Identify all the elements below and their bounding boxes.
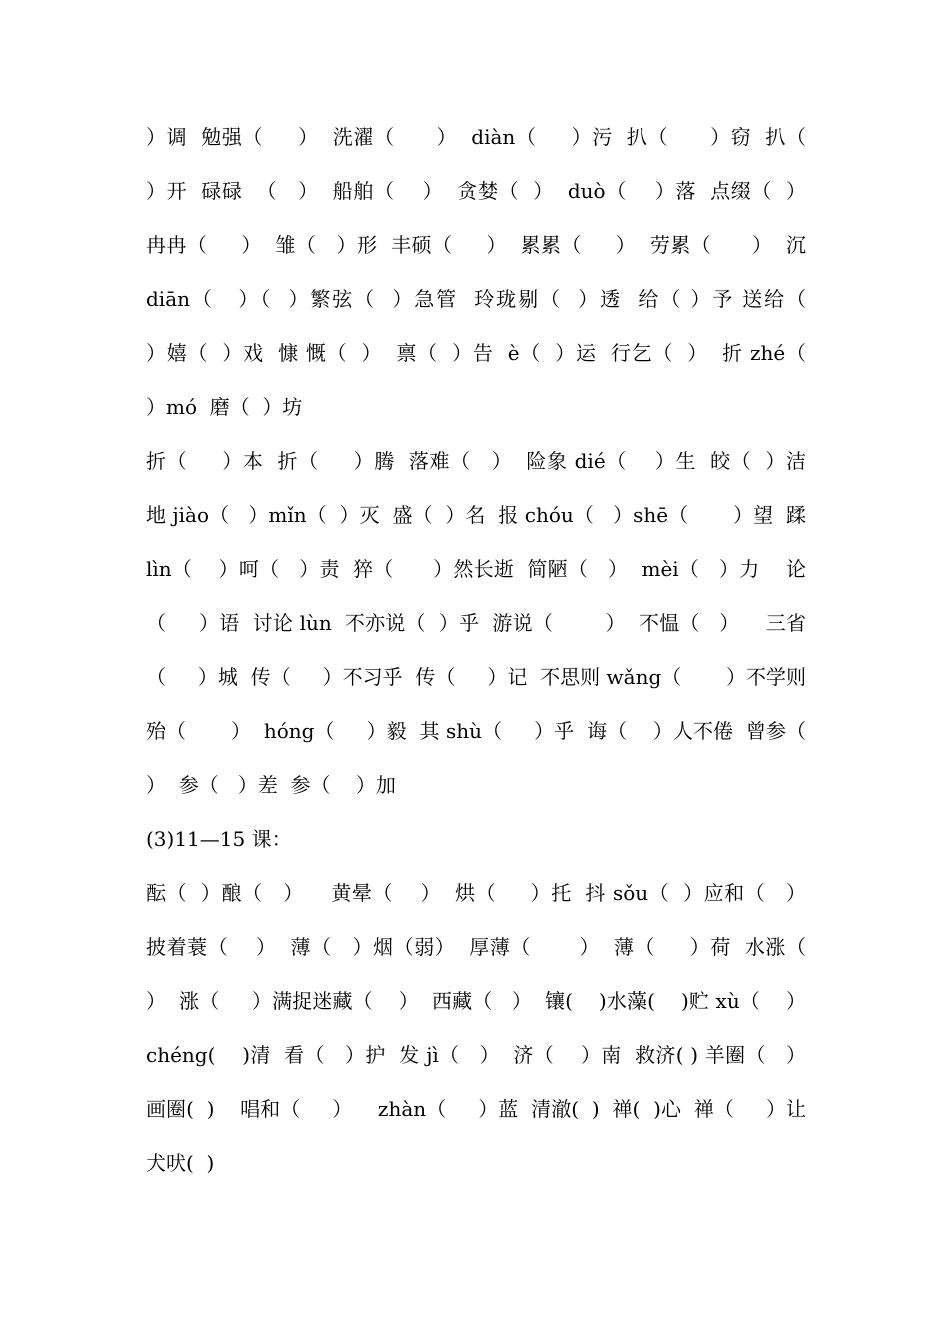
text-line-5: ）嬉（ ）戏 慷 慨（ ） 禀（ ）告 è（ ）运 行乞（ ） 折 zhé（ <box>146 341 806 365</box>
text-line-7: 折（ ）本 折（ ）腾 落难（ ） 险象 dié（ ）生 皎（ ）洁 <box>146 449 806 473</box>
text-line-8: 地 jiào（ ）mǐn（ ）灭 盛（ ）名 报 chóu（ ）shē（ ）望 蹂 <box>146 503 806 527</box>
text-line-16: 披着蓑（ ） 薄（ ）烟（弱） 厚薄（ ） 薄（ ）荷 水涨（ <box>146 935 806 959</box>
text-line-11: （ ）城 传（ ）不习乎 传（ ）记 不思则 wǎng（ ）不学则 <box>146 665 806 689</box>
text-line-1: ）调 勉强（ ） 洗濯（ ） diàn（ ）污 扒（ ）窃 扒（ <box>146 125 806 149</box>
text-line-19: 画圈( ) 唱和（ ） zhàn（ ）蓝 清澈( ) 禅( )心 禅（ ）让 <box>146 1097 806 1121</box>
text-line-18: chéng( )清 看（ ）护 发 jì（ ） 济（ ）南 救济( ) 羊圈（ ） <box>146 1043 806 1067</box>
section-heading: (3)11—15 课： <box>146 827 292 851</box>
text-line-3: 冉冉（ ） 雏（ ）形 丰硕（ ） 累累（ ） 劳累（ ） 沉 <box>146 233 806 257</box>
text-line-9: lìn（ ）呵（ ）责 猝（ ）然长逝 简陋（ ） mèi（ ）力 论 <box>146 557 806 581</box>
text-line-17: ） 涨（ ）满捉迷藏（ ） 西藏（ ） 镶( )水藻( )贮 xù（ ） <box>146 989 806 1013</box>
text-line-20: 犬吠( ) <box>146 1151 215 1175</box>
text-line-15: 酝（ ）酿（ ） 黄晕（ ） 烘（ ）托 抖 sǒu（ ）应和（ ） <box>146 881 806 905</box>
text-line-13: ） 参（ ）差 参（ ）加 <box>146 773 396 797</box>
text-line-2: ）开 碌碌 （ ） 船舶（ ） 贪婪（ ） duò（ ）落 点缀（ ） <box>146 179 806 203</box>
text-line-6: ）mó 磨（ ）坊 <box>146 395 303 419</box>
text-line-4: diān（ ）（ ）繁弦（ ）急管 玲珑剔（ ）透 给（ ）予 送给（ <box>146 287 806 311</box>
text-line-10: （ ）语 讨论 lùn 不亦说（ ）乎 游说（ ） 不愠（ ） 三省 <box>146 611 806 635</box>
text-line-12: 殆（ ） hóng（ ）毅 其 shù（ ）乎 诲（ ）人不倦 曾参（ <box>146 719 806 743</box>
document-body <box>146 110 806 1190</box>
